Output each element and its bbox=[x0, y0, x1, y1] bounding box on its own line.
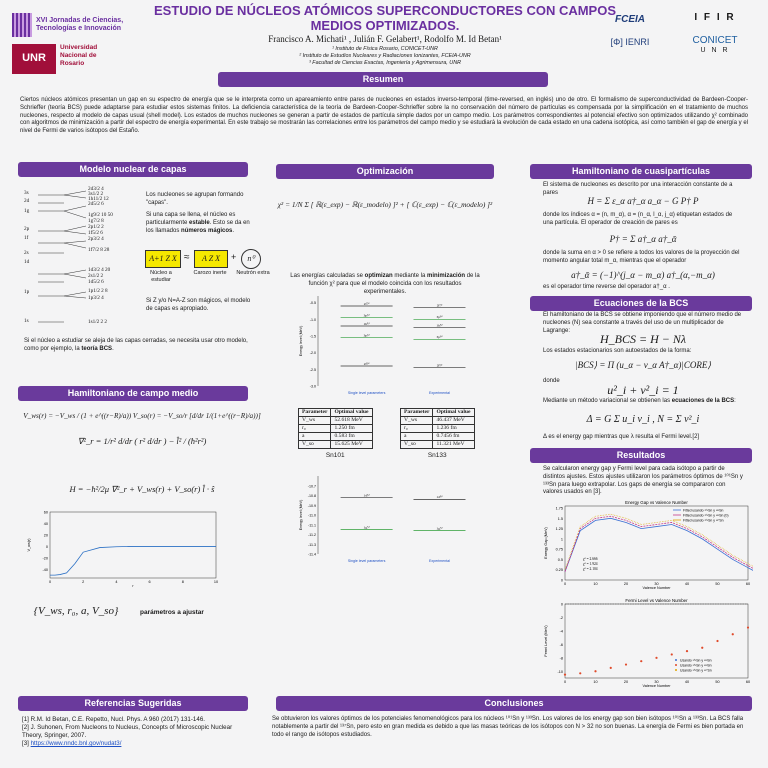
shell-sub-13: 1p1/2 2 8 bbox=[88, 288, 108, 294]
plus-symbol: + bbox=[231, 252, 237, 262]
x-tick-label: 0 bbox=[563, 680, 567, 684]
cuasi-eq2: P† = Σ a†_α a†_ᾱ bbox=[609, 234, 677, 244]
y-tick-label: 0 bbox=[560, 602, 563, 607]
ref-2: [2] J. Suhonen, From Nucleons to Nucleus, Concepts of Microscopic Nuclear Theory, Springer, 2007. bbox=[22, 724, 233, 740]
gap-chart-svg bbox=[543, 498, 753, 590]
x-tick-label: 30 bbox=[654, 582, 659, 586]
params-label: parámetros a ajustar bbox=[140, 609, 204, 616]
approx-symbol: ≈ bbox=[184, 252, 190, 263]
y-tick-label: -2 bbox=[559, 615, 563, 620]
shell-sub-14: 1p3/2 4 bbox=[88, 295, 104, 301]
y-tick-label: -11.3 bbox=[308, 542, 316, 547]
shell-sub-10: 1d3/2 4 20 bbox=[88, 267, 111, 273]
bcs-heading: Ecuaciones de la BCS bbox=[530, 296, 752, 311]
bcs-text2: Los estados estacionarios son autoestados de la forma: bbox=[543, 348, 692, 354]
fermi-point bbox=[610, 667, 612, 669]
y-tick-label: 1.5 bbox=[557, 516, 563, 521]
bcs-eq1: H_BCS = H − Nλ bbox=[599, 332, 687, 346]
fermi-point bbox=[579, 672, 581, 674]
x-tick-label: 40 bbox=[684, 680, 690, 684]
shell-label-1s: 1s bbox=[24, 318, 29, 324]
cuasi-heading: Hamiltoniano de cuasipartículas bbox=[530, 164, 752, 179]
shell-label-1p: 1p bbox=[24, 289, 30, 295]
y-tick-label: -8 bbox=[559, 656, 563, 661]
x-tick-label: 0 bbox=[48, 580, 52, 584]
potential-chart bbox=[26, 508, 226, 588]
cuasi-text4: es el operador time reverse del operador a†_α . bbox=[543, 284, 670, 290]
y-tick-label: 0.25 bbox=[555, 568, 563, 573]
logo-ifir: I F I R CONICET U N R bbox=[692, 12, 738, 54]
shell-sub-12: 1d5/2 6 bbox=[88, 279, 104, 285]
y-tick-label: -11.1 bbox=[308, 523, 316, 528]
legend-marker bbox=[675, 669, 677, 671]
neutron-label: Neutrón extra bbox=[236, 270, 270, 276]
x-tick-label: 60 bbox=[745, 582, 751, 586]
y-tick-label: -10.9 bbox=[307, 503, 316, 508]
shell-label-2p: 2p bbox=[24, 226, 30, 232]
referencias-heading: Referencias Sugeridas bbox=[18, 696, 248, 711]
calc-level-label: 2f⁵⁄² bbox=[363, 361, 370, 366]
chi2-label: χ² = 2.104 bbox=[583, 567, 598, 571]
modelo-heading: Modelo nuclear de capas bbox=[18, 162, 248, 177]
levels-chart-sn133-svg bbox=[296, 470, 486, 570]
chi2-label: χ² = 2.666 bbox=[583, 557, 598, 561]
x-tick-label: 50 bbox=[715, 582, 720, 586]
y-tick-label: 60 bbox=[43, 510, 48, 515]
x-tick-label: 50 bbox=[715, 680, 720, 684]
fermi-point bbox=[732, 633, 734, 635]
x-axis-label: Valence Number bbox=[642, 684, 671, 688]
y-tick-label: -11.4 bbox=[308, 552, 316, 557]
legend-label: Fitted usando ¹⁰¹Sn y ¹³³Sn bbox=[683, 508, 724, 513]
logo-fceia bbox=[605, 14, 655, 48]
optimizacion-heading: Optimización bbox=[276, 164, 494, 179]
x-tick-label: 10 bbox=[213, 580, 219, 584]
exp-level-label: 1d⁵⁄² bbox=[436, 495, 443, 500]
chart-title: Fermi Level vs Valence Number bbox=[625, 598, 688, 603]
table-sn133-wrap bbox=[400, 408, 475, 460]
table-sn133: Parameter Optimal value V_ws 46.437 MeV r₀ 1.236 fm a 0.7456 fm V_so 11.321 MeV bbox=[400, 408, 475, 449]
shell-label-3s: 3s bbox=[24, 190, 29, 196]
bcs-where: donde bbox=[543, 378, 560, 384]
y-tick-label: -6 bbox=[559, 642, 563, 647]
bcs-eq2: |BCS⟩ = Π (u_α − v_α A†_α)|CORE⟩ bbox=[575, 360, 711, 370]
fermi-point bbox=[701, 647, 703, 649]
conclusiones-text: Se obtuvieron los valores óptimos de los potenciales fenomenológicos para los núcleos ¹⁰¹Sn y ¹³³Sn. Los valores de los energy gap son bien isótopos ¹⁰¹Sn a ¹³³Sn. La BCS falla notablemente a partir del ¹³⁷Sn, pero esto en gran medida es debido a que las masas teóricas de los isótopos con N > 32 no son buenas. La energía de Fermi es bien portada en todo el rango de isótopos estudiados. bbox=[272, 716, 744, 738]
campo-eq3: H = −ħ²/2μ ∇²_r + V_ws(r) + V_so(r) l̂ · ŝ bbox=[69, 484, 215, 494]
exp-level-label: 3p³⁄² bbox=[436, 315, 443, 320]
y-tick-label: -40 bbox=[42, 567, 48, 572]
shell-label-1f: 1f bbox=[24, 235, 29, 241]
x-tick-label: 4 bbox=[115, 580, 118, 584]
shell-label-2d: 2d bbox=[24, 198, 30, 204]
shell-sub-1: 3s1/2 2 bbox=[88, 191, 104, 197]
exp-level-label: 1g⁷⁄² bbox=[436, 526, 443, 531]
jornadas-icon bbox=[12, 13, 32, 37]
conclusiones-heading: Conclusiones bbox=[276, 696, 752, 711]
calc-level-label: 2f⁷⁄² bbox=[363, 301, 370, 306]
shell-sub-4: 1g9/2 10 50 bbox=[88, 212, 113, 218]
y-tick-label: 0 bbox=[560, 578, 563, 583]
category-label: Experimental bbox=[429, 559, 450, 563]
chi2-equation: χ² = 1/N Σ [ ℝ(ε_exp) − ℝ(ε_modelo) ]² + [ ℂ(ε_exp) − ℂ(ε_modelo) ]² bbox=[277, 200, 493, 209]
bcs-eq3: u²_i + v²_i = 1 bbox=[607, 383, 679, 397]
shell-label-1d: 1d bbox=[24, 259, 30, 265]
exp-level-label: 2f⁵⁄² bbox=[436, 363, 443, 368]
table-sn101-wrap bbox=[298, 408, 373, 460]
legend-label: Usando ¹⁰¹Sn y ¹³⁷Sn bbox=[680, 668, 712, 673]
ref-3: [3] https://www.nndc.bnl.gov/nudat3/ bbox=[22, 740, 122, 748]
fermi-point bbox=[564, 674, 566, 676]
y-tick-label: 0.5 bbox=[557, 557, 563, 562]
y-tick-label: 1 bbox=[560, 537, 563, 542]
y-tick-label: -4 bbox=[559, 629, 563, 634]
x-tick-label: 60 bbox=[745, 680, 751, 684]
core-label: Carozo inerte bbox=[193, 270, 227, 276]
bcs-text3: Mediante un método variacional se obtienen las ecuaciones de la BCS: bbox=[543, 398, 736, 404]
y-tick-label: 0 bbox=[45, 544, 48, 549]
y-tick-label: 40 bbox=[43, 521, 48, 526]
category-label: Single level parameters bbox=[347, 559, 386, 563]
x-axis-label: r bbox=[132, 584, 134, 588]
modelo-text2: Si una capa se llena, el núcleo es particularmente estable. Esto se da en los llamados números mágicos. bbox=[146, 212, 250, 234]
y-tick-label: -11.0 bbox=[308, 513, 316, 518]
cuasi-text1: El sistema de nucleones es descrito por una interacción constante de a pares bbox=[543, 182, 733, 196]
legend-label: Usando ¹⁰¹Sn y ¹³³Sn bbox=[680, 663, 712, 668]
chart-title: Energy Gap vs Valence Number bbox=[625, 500, 688, 505]
y-axis-label: V_ws(r) bbox=[27, 538, 31, 552]
calc-level-label: 3p¹⁄² bbox=[363, 333, 370, 338]
x-tick-label: 40 bbox=[684, 582, 690, 586]
logo-unr bbox=[12, 44, 132, 74]
levels-chart-sn101 bbox=[296, 290, 486, 402]
resumen-text: Ciertos núcleos atómicos presentan un gap en su espectro de energía que se le interpreta como un apareamiento entre pares de nucleones en estados inverso-temporal (time-reversed, en inglés) uno de otro. El formalismo de superconductividad de Bardeen-Cooper-Schrieffer (teoría BCS) puede adaptarse para estudiar estos sistemas finitos. La deficiencia característica de la teoría de Bardeen-Cooper-Schrieffer sobre la no conservación del número de partículas es compensada por la simplificación en el tratamiento de muchos nucleones, respecto al modelo de capas usual (shell model). Los estados de muchos nucleones se generan a partir de estados de partícula simple dados por un campo medio. Los parámetros correspondientes al potencial efectivo son optimizados utilizando χ² combinado con algoritmos de minimización a partir del espectro de energía experimental. En este trabajo se mostrarán las correlaciones entre los parámetros del campo medio y se estudiará la evolución de cada estado en una cadena isotópica, así como también el gap de energía y el nivel de Fermi de varios isótopos del Estaño. bbox=[20, 97, 748, 135]
fermi-chart-svg bbox=[543, 596, 753, 688]
y-axis-label: Energy level (MeV) bbox=[299, 325, 303, 357]
shell-sub-3: 2d5/2 6 bbox=[88, 201, 104, 207]
calc-level-label: 1g⁷⁄² bbox=[363, 525, 370, 530]
fceia-text: FCEIA bbox=[615, 14, 645, 25]
plot-frame bbox=[565, 604, 748, 678]
legend-label: Fitted usando ¹⁰¹Sn y ¹³³Sn (b) bbox=[683, 513, 729, 518]
y-tick-label: -10.8 bbox=[307, 494, 316, 498]
poster-title: ESTUDIO DE NÚCLEOS ATÓMICOS SUPERCONDUCTORES CON CAMPOS MEDIOS OPTIMIZADOS. bbox=[153, 3, 616, 33]
plot-frame bbox=[50, 512, 216, 578]
jornadas-text: XVI Jornadas de Ciencias, Tecnologías e Innovación bbox=[36, 17, 124, 32]
x-tick-label: 6 bbox=[148, 580, 151, 584]
fermi-chart bbox=[543, 596, 753, 688]
x-tick-label: 10 bbox=[593, 582, 598, 586]
exp-level-label: 3p¹⁄² bbox=[436, 335, 443, 340]
y-tick-label: -1.0 bbox=[309, 317, 316, 322]
fermi-point bbox=[625, 663, 627, 665]
legend-marker bbox=[675, 664, 677, 666]
chi2-label: χ² = 1.924 bbox=[583, 562, 598, 566]
ref-3-link[interactable]: https://www.nndc.bnl.gov/nudat3/ bbox=[30, 740, 122, 748]
y-tick-label: -10.7 bbox=[307, 484, 316, 489]
shell-sub-11: 2s1/2 2 bbox=[88, 273, 104, 279]
fermi-point bbox=[747, 626, 749, 628]
category-label: Single level parameters bbox=[347, 391, 386, 395]
unr-logo-box: UNR bbox=[12, 44, 56, 74]
referencias-list bbox=[22, 716, 252, 748]
shell-diagram-svg bbox=[24, 186, 142, 336]
potential-chart-svg bbox=[26, 508, 226, 588]
y-tick-label: -2.0 bbox=[309, 351, 316, 356]
y-tick-label: -11.2 bbox=[308, 533, 316, 537]
table-sn101-caption: Sn101 bbox=[325, 451, 345, 459]
nucleus-box: A+1 Z X bbox=[145, 250, 181, 268]
exp-level-label: 2f⁷⁄² bbox=[436, 303, 443, 308]
y-tick-label: -0.5 bbox=[309, 301, 316, 306]
fermi-point bbox=[716, 640, 718, 642]
shell-sub-15: 1s1/2 2 2 bbox=[88, 319, 108, 325]
shell-sub-8: 2p3/2 4 bbox=[88, 236, 104, 242]
shell-diagram bbox=[24, 186, 142, 336]
campo-eq1: V_ws(r) = −V_ws / (1 + e^((r−R)/a)) V_so(r) = −V_so/r [d/dr 1/(1+e^((r−R)/a))] bbox=[23, 412, 261, 420]
resumen-heading: Resumen bbox=[218, 72, 548, 87]
y-tick-label: -20 bbox=[42, 556, 48, 561]
y-axis-label: Energy level (MeV) bbox=[299, 499, 303, 531]
bcs-text1: El hamiltoniano de la BCS se obtiene imponiendo que el número medio de nucleones (N) sea constante a través del uso de un multiplicador de Lagrange: bbox=[543, 312, 742, 334]
y-tick-label: 20 bbox=[43, 533, 48, 538]
cuasi-text3: donde la suma en α > 0 se refiere a todos los valores de la proyección del momento angular total m_α, mientras que el operador bbox=[543, 250, 740, 264]
modelo-bottom: Si el núcleo a estudiar se aleja de las capas cerradas, se necesita usar otro modelo, como por ejemplo, la teoría BCS. bbox=[24, 338, 248, 352]
legend-label: Usando ¹⁰¹Sn y ¹³³Sn bbox=[680, 658, 712, 663]
shell-sub-0: 2d3/2 4 bbox=[88, 186, 104, 192]
x-tick-label: 10 bbox=[593, 680, 598, 684]
x-tick-label: 0 bbox=[563, 582, 567, 586]
shell-sub-5: 1g7/2 8 bbox=[88, 218, 104, 224]
calc-level-label: 1d⁵⁄² bbox=[363, 493, 370, 498]
x-tick-label: 8 bbox=[181, 580, 184, 584]
resultados-text: Se calcularon energy gap y Fermi level para cada isótopo a partir de distintos ajustes. Estos ajustes utilizaron los parámetros óptimos de ¹⁰¹Sn y ¹³³Sn para luego extrapolar. Los gaps de energía se compararon con valores usados en [3]. bbox=[543, 466, 743, 496]
x-tick-label: 2 bbox=[82, 580, 85, 584]
neutron-circle: n⁰ bbox=[241, 249, 261, 269]
optimizacion-text: Las energías calculadas se optimizan mediante la minimización de la función χ² para que el modelo coincida con los resultados experimentales. bbox=[290, 273, 480, 295]
y-tick-label: -3.0 bbox=[309, 384, 316, 389]
authors: Francisco A. Michati¹ , Julián F. Gelabert¹, Rodolfo M. Id Betan¹ bbox=[268, 34, 502, 44]
nucleus-label: Núcleo a estudiar bbox=[150, 270, 172, 283]
levels-chart-sn133 bbox=[296, 470, 486, 570]
x-axis-label: Valence Number bbox=[642, 586, 671, 590]
affiliations: ¹ Instituto de Física Rosario, CONICET-UNR ² Instituto de Estudios Nucleares y Radiaciones Ionizantes, FCEIA-UNR ³ Facultad de Ciencias Exactas, Ingeniería y Agrimensura, UNR bbox=[299, 46, 471, 67]
x-tick-label: 20 bbox=[623, 582, 629, 586]
table-sn133-caption: Sn133 bbox=[427, 451, 447, 459]
modelo-text3: Si Z y/o N=A-Z son mágicos, el modelo de capas es apropiado. bbox=[146, 298, 251, 312]
ienri-text: [Φ] IENRI bbox=[610, 36, 650, 47]
exp-level-label: 1h⁹⁄² bbox=[436, 323, 443, 328]
category-label: Experimental bbox=[429, 391, 450, 395]
shell-sub-7: 1f5/2 6 bbox=[88, 230, 103, 236]
gap-chart bbox=[543, 498, 753, 590]
fermi-point bbox=[686, 650, 688, 652]
shell-label-1g: 1g bbox=[24, 208, 30, 214]
fermi-point bbox=[655, 657, 657, 659]
fermi-point bbox=[671, 653, 673, 655]
y-tick-label: 1.25 bbox=[555, 527, 563, 532]
x-tick-label: 30 bbox=[654, 680, 659, 684]
cuasi-eq3: a†_ᾱ = (−1)^(j_α − m_α) a†_(α,−m_α) bbox=[571, 270, 715, 280]
unr-text: Universidad Nacional de Rosario bbox=[60, 44, 98, 68]
shell-sub-9: 1f7/2 8 28 bbox=[88, 247, 110, 253]
campo-medio-heading: Hamiltoniano de campo medio bbox=[18, 386, 248, 401]
y-tick-label: -1.5 bbox=[309, 334, 316, 339]
fermi-point bbox=[594, 670, 596, 672]
legend-marker bbox=[675, 659, 677, 661]
shell-label-2s: 2s bbox=[24, 250, 29, 256]
ref-1: [1] R.M. Id Betan, C.E. Repetto, Nucl. Phys. A 960 (2017) 131-146. bbox=[22, 716, 205, 723]
fermi-point bbox=[640, 660, 642, 662]
levels-chart-sn101-svg bbox=[296, 290, 486, 402]
calc-level-label: 3p³⁄² bbox=[363, 313, 370, 318]
bcs-text4: Δ es el energy gap mientras que λ resulta el Fermi level.[2] bbox=[543, 434, 700, 440]
logo-jornadas bbox=[12, 10, 132, 40]
params-set: {V_ws, r₀, a, V_so} bbox=[33, 605, 119, 617]
y-tick-label: -2.5 bbox=[309, 367, 316, 372]
campo-eq2: ∇²_r = 1/r² d/dr ( r² d/dr ) − l̂² / (ħ²r²) bbox=[77, 436, 207, 446]
shell-sub-2: 1h11/2 12 bbox=[88, 196, 109, 202]
modelo-text1: Los nucleones se agrupan formando "capas". bbox=[146, 192, 244, 206]
x-tick-label: 20 bbox=[623, 680, 629, 684]
y-tick-label: -10 bbox=[557, 669, 563, 674]
y-tick-label: 1.75 bbox=[555, 506, 563, 511]
core-box: A Z X bbox=[194, 250, 228, 268]
bcs-eq4: Δ = G Σ u_i v_i , N = Σ v²_i bbox=[586, 414, 700, 425]
y-axis-label: Energy Gap (MeV) bbox=[544, 527, 548, 559]
resultados-heading: Resultados bbox=[530, 448, 752, 463]
cuasi-eq1: H = Σ ε_α a†_α a_α − G P† P bbox=[587, 196, 699, 206]
legend-label: Fitted usando ¹⁰¹Sn y ¹³⁷Sn bbox=[683, 518, 724, 523]
cuasi-text2: donde los índices α = (n, m_α), α = (n_α, l_α, j_α) etiquetan estados de una partícula. El operador de creación de pares es bbox=[543, 212, 733, 226]
potential-line bbox=[50, 546, 216, 575]
y-tick-label: 0.75 bbox=[555, 547, 563, 552]
table-sn101: Parameter Optimal value V_ws 52.618 MeV r₀ 1.250 fm a 0.583 fm V_so 15.625 MeV bbox=[298, 408, 373, 449]
calc-level-label: 1h⁹⁄² bbox=[363, 321, 370, 326]
shell-sub-6: 2p1/2 2 bbox=[88, 224, 104, 230]
y-axis-label: Fermi Level (MeV) bbox=[544, 625, 548, 657]
